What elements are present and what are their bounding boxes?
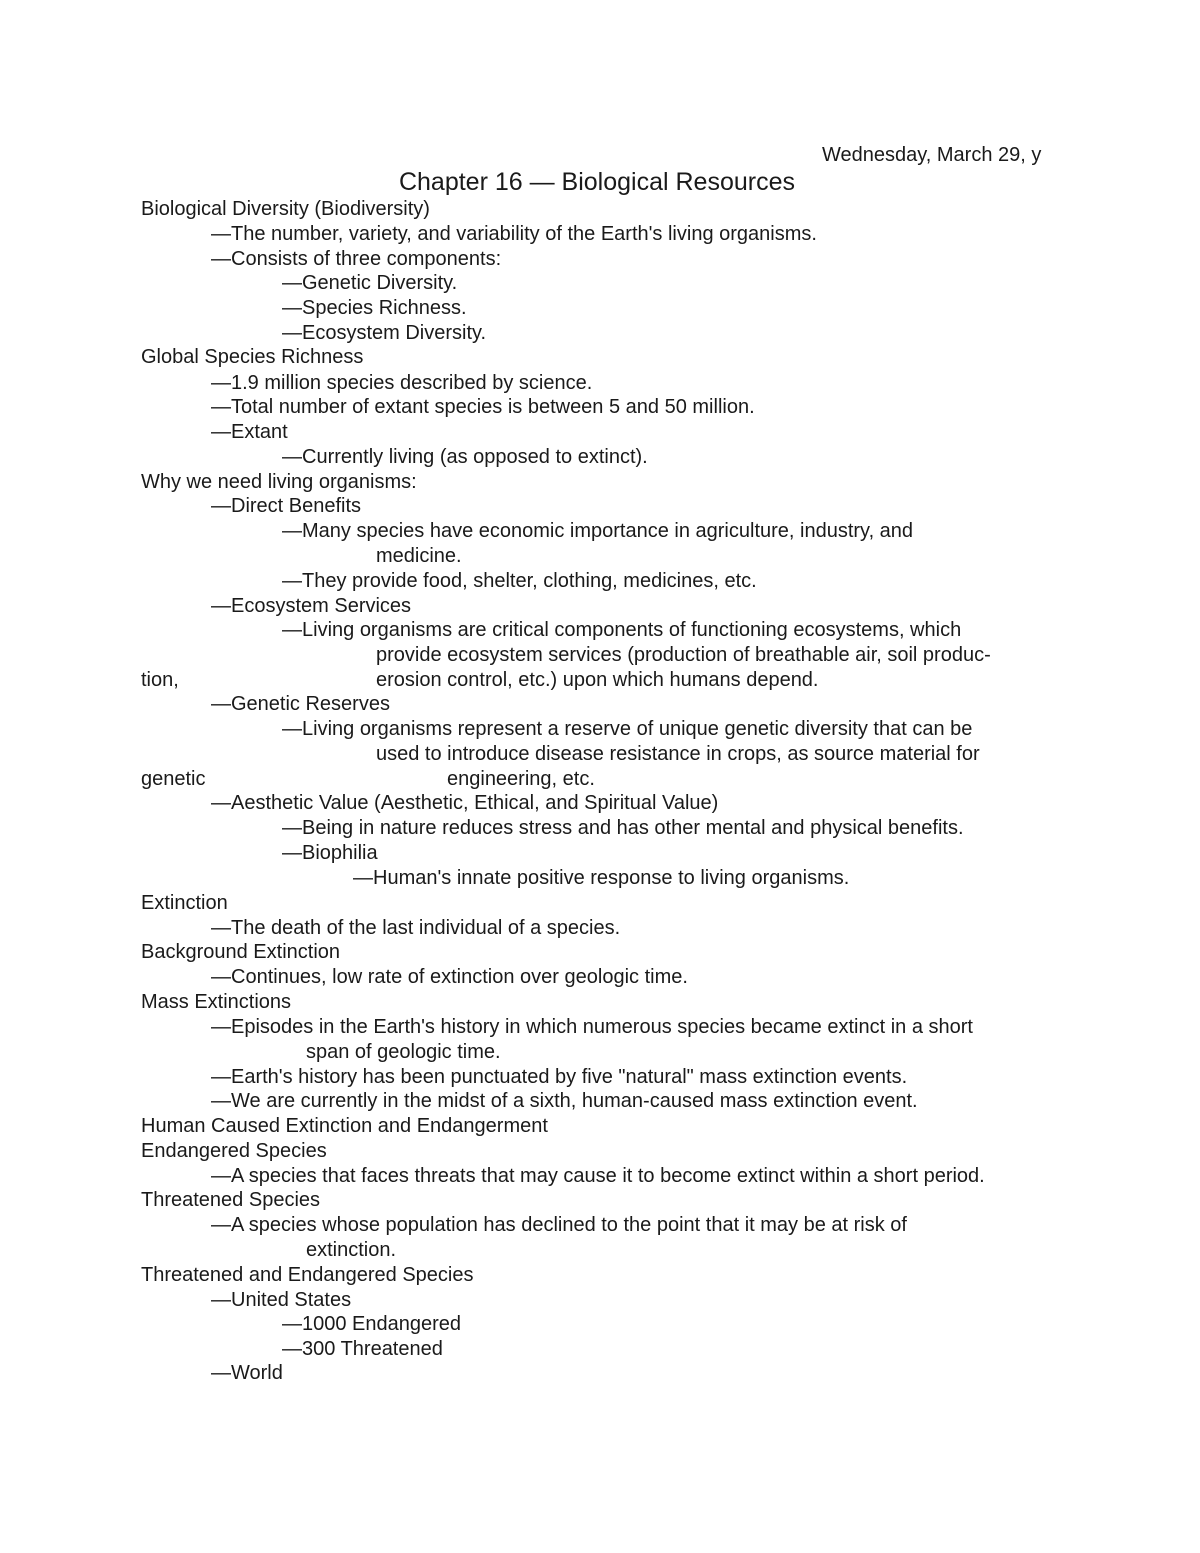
list-item: —Being in nature reduces stress and has other mental and physical benefits. [282,817,964,839]
list-item-continuation: span of geologic time. [306,1041,501,1063]
heading-why-we-need: Why we need living organisms: [141,471,417,493]
list-item-continuation: engineering, etc. [447,768,595,790]
list-item: —Aesthetic Value (Aesthetic, Ethical, and Spiritual Value) [211,792,719,814]
document-date: Wednesday, March 29, y [822,144,1042,166]
list-item: —Continues, low rate of extinction over geologic time. [211,966,688,988]
list-item: —Living organisms are critical components of functioning ecosystems, which [282,619,962,641]
list-item-continuation: erosion control, etc.) upon which humans depend. [376,669,819,691]
heading-biodiversity: Biological Diversity (Biodiversity) [141,198,430,220]
heading-mass-extinctions: Mass Extinctions [141,991,292,1013]
list-item: —A species whose population has declined to the point that it may be at risk of [211,1214,907,1236]
heading-background-extinction: Background Extinction [141,941,341,963]
heading-threatened-species: Threatened Species [141,1189,321,1211]
list-item: —They provide food, shelter, clothing, medicines, etc. [282,570,757,592]
list-item: —World [211,1362,283,1384]
list-item: —Direct Benefits [211,495,362,517]
list-item-continuation: provide ecosystem services (production of breathable air, soil produc- [376,644,991,666]
list-item: —Episodes in the Earth's history in which numerous species became extinct in a short [211,1016,973,1038]
list-item: —We are currently in the midst of a sixth, human-caused mass extinction event. [211,1090,918,1112]
heading-threatened-and-endangered: Threatened and Endangered Species [141,1264,474,1286]
list-item: —Genetic Reserves [211,693,390,715]
list-item-continuation: tion, [141,669,179,691]
list-item-continuation: extinction. [306,1239,397,1261]
list-item: —Extant [211,421,288,443]
heading-human-caused: Human Caused Extinction and Endangerment [141,1115,548,1137]
list-item: —Total number of extant species is between 5 and 50 million. [211,396,755,418]
list-item: —Human's innate positive response to living organisms. [353,867,850,889]
list-item: —Currently living (as opposed to extinct). [282,446,648,468]
list-item: —The death of the last individual of a species. [211,917,621,939]
list-item: —Consists of three components: [211,248,502,270]
list-item: —United States [211,1289,352,1311]
list-item: —300 Threatened [282,1338,443,1360]
list-item: —Earth's history has been punctuated by five "natural" mass extinction events. [211,1066,908,1088]
list-item: —Biophilia [282,842,378,864]
list-item: —Many species have economic importance in agriculture, industry, and [282,520,914,542]
list-item-continuation: genetic [141,768,206,790]
heading-endangered-species: Endangered Species [141,1140,327,1162]
heading-global-species-richness: Global Species Richness [141,346,364,368]
heading-extinction: Extinction [141,892,228,914]
list-item: —The number, variety, and variability of the Earth's living organisms. [211,223,817,245]
list-item: —Ecosystem Services [211,595,412,617]
list-item: —1.9 million species described by science. [211,372,593,394]
page-title: Chapter 16 — Biological Resources [398,168,796,196]
list-item-continuation: medicine. [376,545,462,567]
list-item: —Genetic Diversity. [282,272,458,294]
list-item: —1000 Endangered [282,1313,462,1335]
list-item: —Species Richness. [282,297,467,319]
list-item: —A species that faces threats that may cause it to become extinct within a short period. [211,1165,985,1187]
list-item: —Ecosystem Diversity. [282,322,487,344]
list-item-continuation: used to introduce disease resistance in crops, as source material for [376,743,980,765]
list-item: —Living organisms represent a reserve of unique genetic diversity that can be [282,718,973,740]
